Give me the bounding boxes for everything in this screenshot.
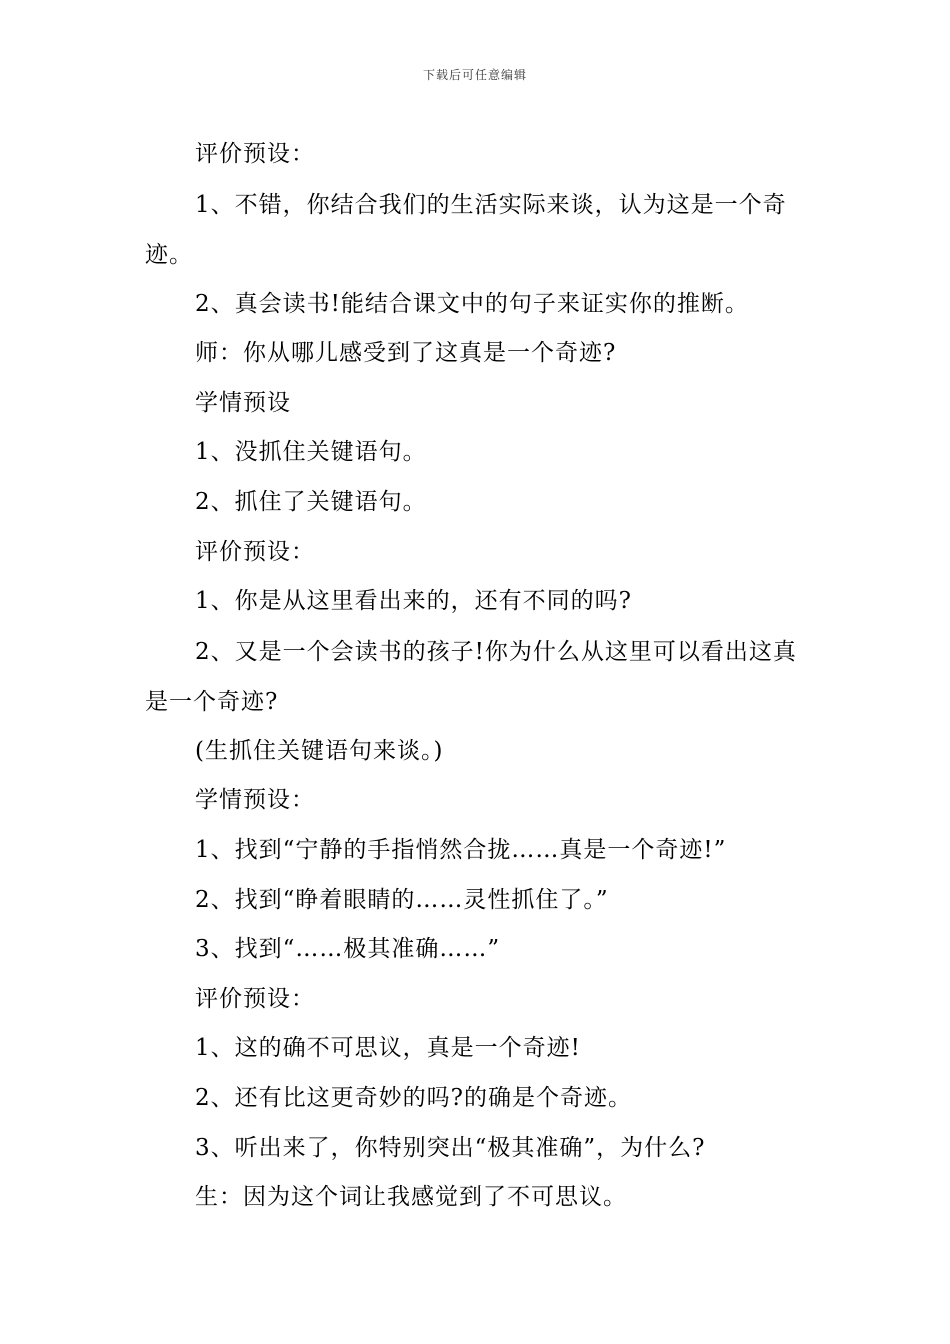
paragraph: (生抓住关键语句来谈。) <box>195 737 444 764</box>
paragraph: 2、抓住了关键语句。 <box>195 488 427 515</box>
paragraph: 评价预设： <box>195 538 315 565</box>
paragraph: 3、听出来了，你特别突出“极其准确”，为什么? <box>195 1134 706 1161</box>
document-body <box>145 130 815 1223</box>
paragraph: 1、没抓住关键语句。 <box>195 439 427 466</box>
paragraph: 评价预设： <box>195 985 315 1012</box>
paragraph: 1、这的确不可思议，真是一个奇迹! <box>195 1035 581 1062</box>
paragraph: 2、还有比这更奇妙的吗?的确是个奇迹。 <box>195 1084 632 1111</box>
paragraph: 学情预设： <box>195 787 315 814</box>
paragraph: 生：因为这个词让我感觉到了不可思议。 <box>195 1184 627 1211</box>
paragraph: 2、又是一个会读书的孩子!你为什么从这里可以看出这真是一个奇迹? <box>145 638 797 715</box>
paragraph: 评价预设： <box>195 141 315 167</box>
paragraph: 师：你从哪儿感受到了这真是一个奇迹? <box>195 340 617 367</box>
paragraph: 2、真会读书!能结合课文中的句子来证实你的推断。 <box>195 290 749 317</box>
paragraph: 2、找到“睁着眼睛的……灵性抓住了。” <box>195 886 609 913</box>
paragraph: 3、找到“……极其准确……” <box>195 936 501 963</box>
paragraph: 1、找到“宁静的手指悄然合拢……真是一个奇迹!” <box>195 836 727 863</box>
paragraph: 1、不错，你结合我们的生活实际来谈，认为这是一个奇迹。 <box>145 191 787 268</box>
paragraph: 1、你是从这里看出来的，还有不同的吗? <box>195 588 632 615</box>
page-header-note: 下载后可任意编辑 <box>422 68 527 82</box>
paragraph: 学情预设 <box>195 389 291 416</box>
